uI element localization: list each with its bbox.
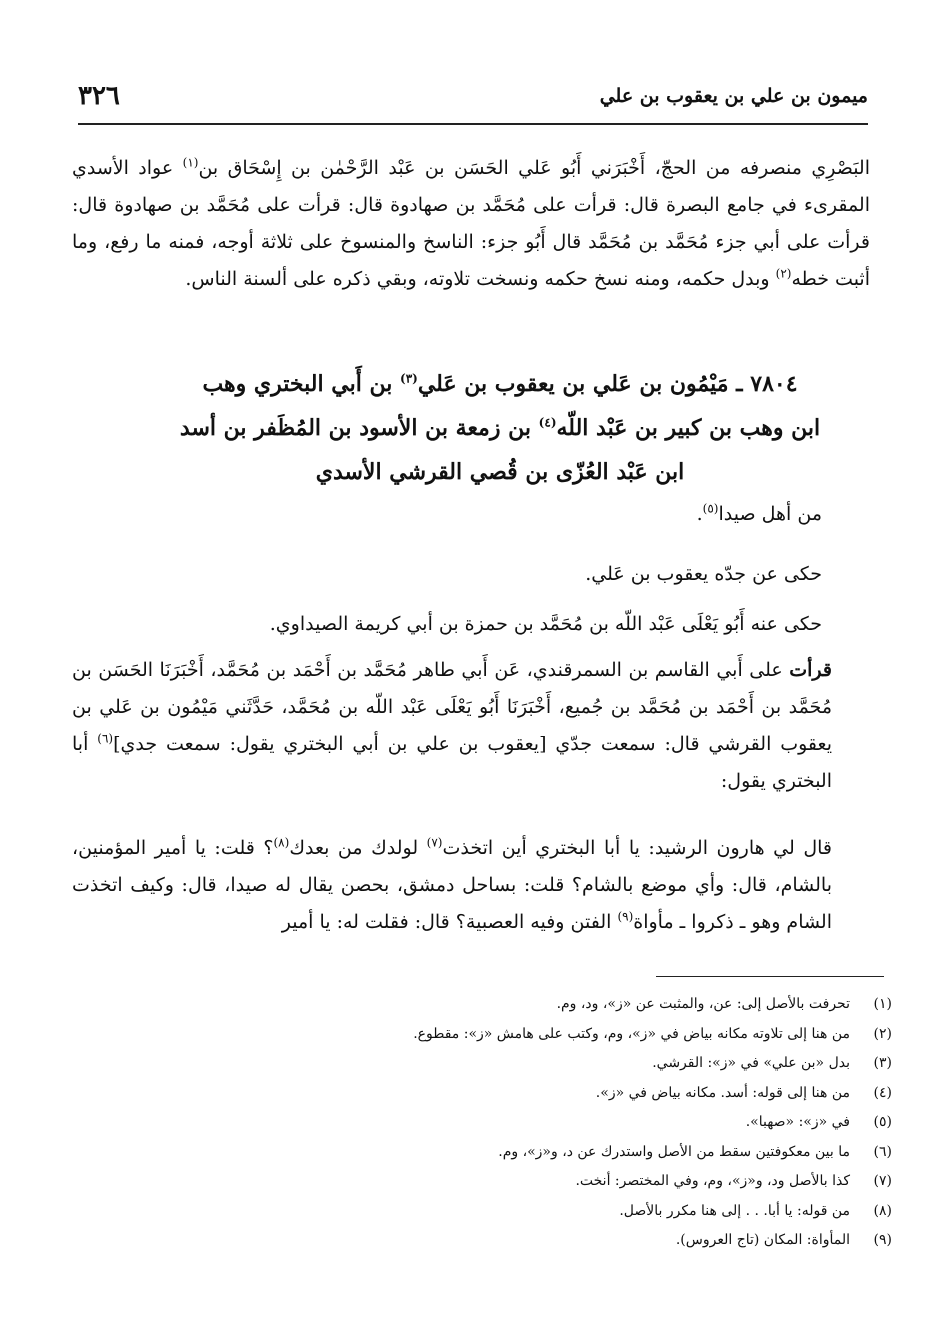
header-rule [78,123,868,125]
page-header [78,78,868,114]
paragraph-text [72,150,870,298]
text-run: وبدل حكمه، ومنه نسخ حكمه ونسخت تلاوته، وبقي ذكره على ألسنة الناس. [185,268,770,290]
footnote-ref-8[interactable]: (٨) [273,835,290,850]
footnote-number: (٦) [873,1143,892,1160]
footnote-number: (٥) [873,1114,892,1130]
heading-line-3: ابن عَبْد العُزّى بن قُصي القرشي الأسدي [315,459,685,485]
previous-entry-paragraph [72,150,870,298]
heading-text: بن زمعة بن الأسود بن المُظَفر بن أسد [179,415,531,441]
footnote-item [120,1167,892,1197]
text-run: لولدك من بعدك [289,837,419,859]
footnote-ref-7[interactable]: (٧) [426,835,443,850]
footnotes-list [120,990,892,1256]
running-title: ميمون بن علي بن يعقوب بن علي [599,85,868,107]
footnote-text: في «ز»: «صهبا». [745,1114,850,1130]
footnote-number: (٤) [873,1084,892,1101]
heading-text: ابن وهب بن كبير بن عَبْد اللّه [556,415,821,441]
footnote-item [120,1138,892,1168]
footnote-ref-3[interactable]: (٣) [400,371,418,386]
entry-heading [150,362,850,494]
heading-text: بن أَبي البختري وهب [202,371,393,397]
footnote-number: (٩) [873,1232,892,1248]
footnote-number: (٣) [873,1055,892,1071]
footnote-ref-1[interactable]: (١) [182,155,199,170]
page-number: ٣٢٦ [78,81,120,111]
footnote-number: (٧) [873,1173,892,1189]
origin-text: من أهل صيدا [718,503,822,525]
text-run: عواد الأسدي المقرىء في جامع البصرة قال: قرأت على مُحَمَّد بن صهادوة قال: قرأت على مُحَمَّد بن صهادوة قال: قرأت على أبي جزء مُحَمَّد بن مُحَمَّد قال أَبُو جزء: الناسخ والمنسوخ على ثلاثة أوجه، فمنه ما رفع، وما أثبت خطه [72,157,870,290]
footnote-item [120,1108,892,1138]
text-run: ؟ قلت: يا أمير المؤمنين، بالشام، قال: وأي موضع بالشام؟ قلت: بساحل دمشق، بحصن يقال له صيدا، قال: وكيف اتخذت الشام وهو ـ ذكروا ـ مأواة [72,837,832,933]
footnote-ref-4[interactable]: (٤) [538,415,557,430]
footnote-item [120,990,892,1020]
footnote-item [120,1079,892,1109]
footnote-ref-6[interactable]: (٦) [97,731,114,746]
heading-line-1 [150,362,850,406]
footnote-separator [656,976,884,977]
text-run: قال لي هارون الرشيد: يا أبا البختري أين اتخذت [442,837,832,859]
text-run: البَصْرِي منصرفه من الحجّ، أَخْبَرَني أَبُو عَلي الحَسَن بن عَبْد الرَّحْمٰن بن إِسْحَاق بن [198,157,871,179]
footnote-item [120,1226,892,1256]
footnote-text: تحرفت بالأصل إلى: عن، والمثبت عن «ز»، ود، وم. [556,996,850,1012]
footnote-ref-2[interactable]: (٢) [775,266,792,281]
footnote-ref-5[interactable]: (٥) [702,501,719,516]
heading-line-2 [150,406,850,450]
footnote-text: بدل «بن علي» في «ز»: القرشي. [652,1055,850,1071]
footnote-text: من قوله: يا أبا. . . إلى هنا مكرر بالأصل. [619,1202,850,1219]
text-run: أبا البختري يقول: [72,733,832,792]
footnote-number: (٨) [873,1202,892,1219]
text-run: على أَبي القاسم بن السمرقندي، عَن أَبي طاهر مُحَمَّد بن أَحْمَد بن مُحَمَّد، أَخْبَرَنَا الحَسَن بن مُحَمَّد بن أَحْمَد بن مُحَمَّد بن جُميع، أَخْبَرَنَا أَبُو يَعْلَى عَبْد اللّه بن مُحَمَّد، حَدَّثَني مَيْمُون بن عَلي بن يعقوب القرشي قال: سمعت جدّي [يعقوب بن علي بن أبي البختري يقول: سمعت جدي] [72,659,832,755]
footnote-item [120,1020,892,1050]
footnote-text: من هنا إلى تلاوته مكانه بياض في «ز»، وم، وكتب على هامش «ز»: مقطوع. [413,1025,850,1042]
paragraph-text [72,830,832,941]
heading-text: ٧٨٠٤ ـ مَيْمُون بن عَلي بن يعقوب بن عَلي [417,371,798,397]
footnote-text: ما بين معكوفتين سقط من الأصل واستدرك عن د، و«ز»، وم. [498,1143,850,1160]
footnote-number: (١) [873,996,892,1012]
footnote-text: كذا بالأصل ود، و«ز»، وم، وفي المختصر: أنخت. [575,1173,850,1189]
footnote-item [120,1049,892,1079]
narrated-by-line: حكى عنه أَبُو يَعْلَى عَبْد اللّه بن مُحَمَّد بن حمزة بن أبي كريمة الصيداوي. [269,613,822,635]
footnote-text: المأواة: المكان (تاج العروس). [675,1232,850,1248]
text-run: الفتن وفيه العصبية؟ قال: فقلت له: يا أمير [281,911,612,933]
footnote-text: من هنا إلى قوله: أسد. مكانه بياض في «ز». [595,1084,850,1101]
isnad-lead-word: قرأت [789,659,832,681]
origin-end: . [696,503,703,525]
origin-line [80,496,822,533]
anecdote-paragraph [72,830,832,941]
footnote-item [120,1197,892,1227]
footnote-number: (٢) [873,1025,892,1042]
footnote-ref-9[interactable]: (٩) [617,909,634,924]
narrated-from-line: حكى عن جدّه يعقوب بن عَلي. [585,563,822,585]
isnad-paragraph [72,652,832,800]
paragraph-text [72,652,832,800]
